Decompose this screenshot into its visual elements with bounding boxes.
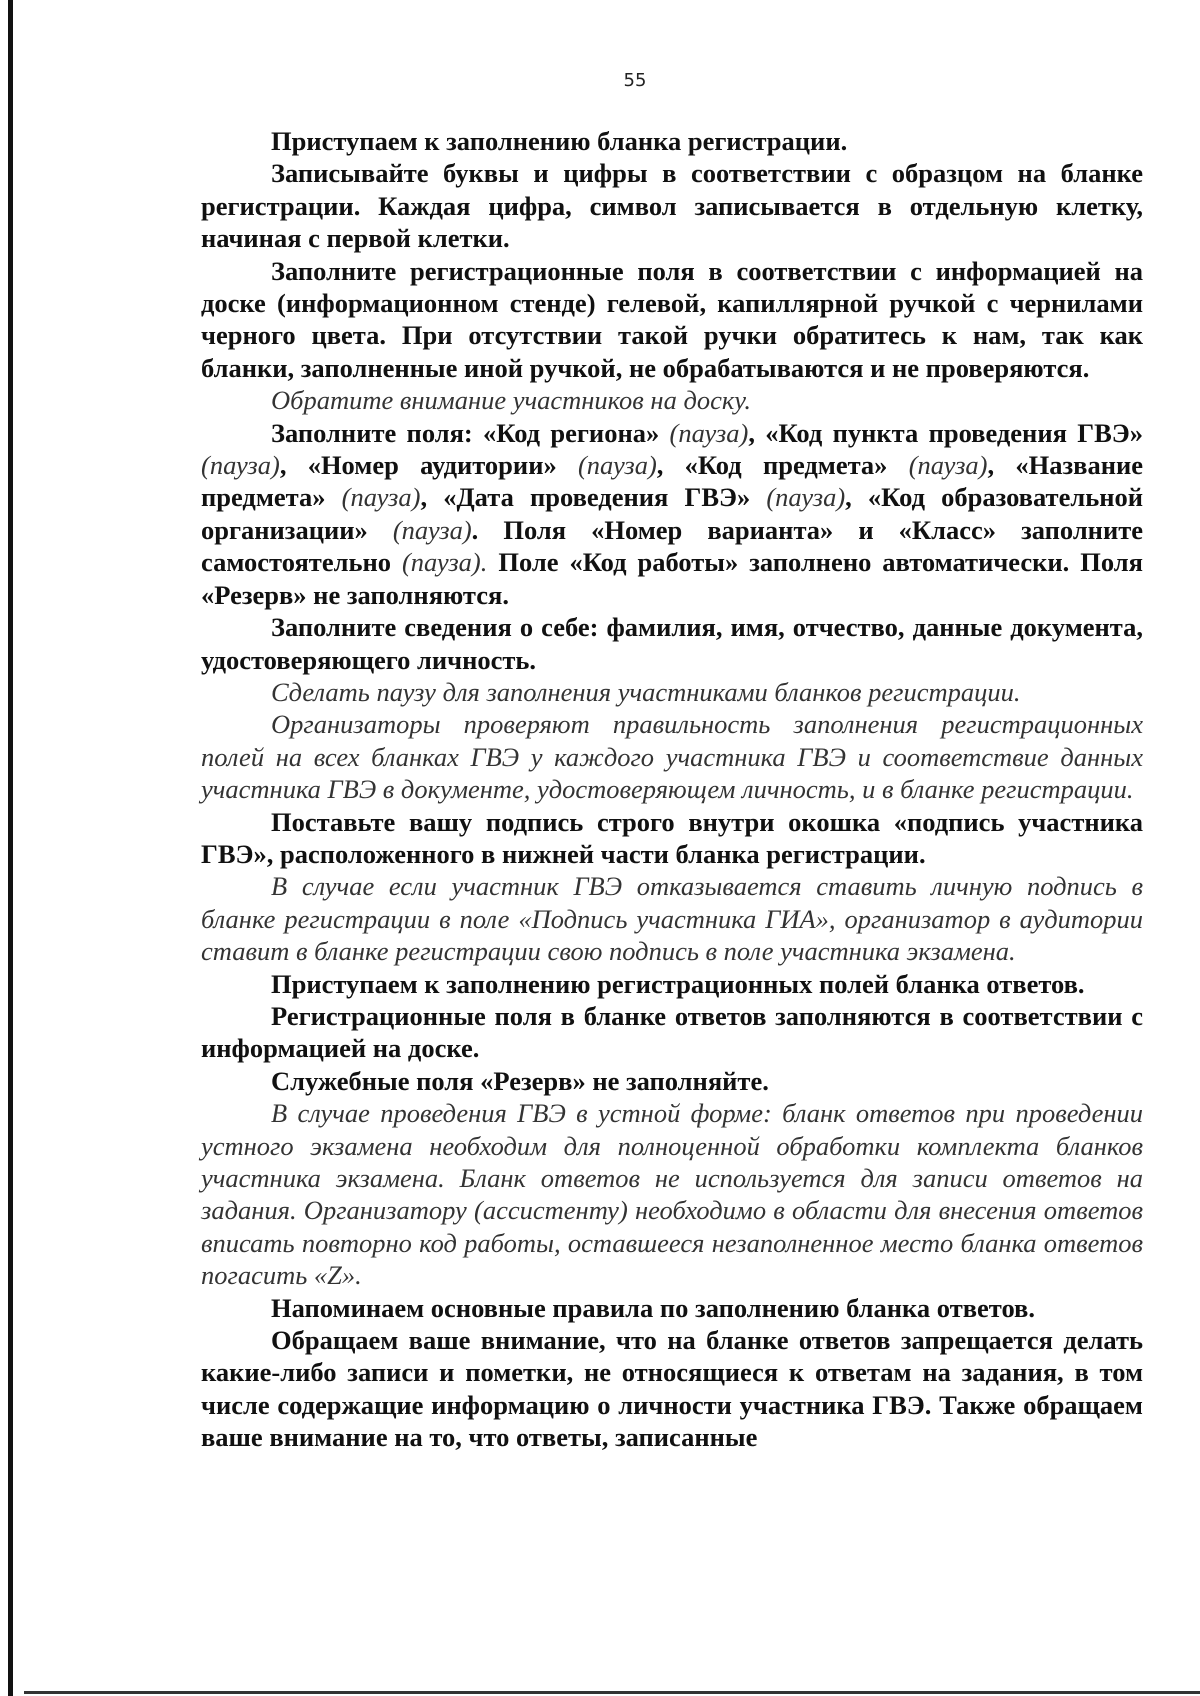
italic-text-run: (пауза): [908, 450, 988, 481]
page-number: 55: [623, 70, 647, 91]
italic-text-run: (пауза): [669, 417, 749, 448]
bold-text-run: Поставьте вашу подпись строго внутри окошка «подпись участника ГВЭ», расположенного в нижней части бланка регистрации.: [201, 806, 1143, 869]
paragraph: [201, 125, 1143, 157]
bold-text-run: , «Название предмета»: [201, 450, 1144, 513]
scan-left-edge: [8, 0, 13, 1696]
italic-text-run: В случае если участник ГВЭ отказывается ставить личную подпись в бланке регистрации в поле «Подпись участника ГИА», организатор в аудитории ставит в бланке регистрации свою подпись в поле участника экзамена.: [201, 871, 1143, 967]
bold-text-run: , «Номер аудитории»: [279, 450, 578, 481]
scan-bottom-edge: [24, 1691, 1200, 1694]
paragraph: [201, 1324, 1143, 1454]
italic-text-run: (пауза): [341, 482, 421, 513]
bold-text-run: Заполните поля: «Код региона»: [271, 417, 670, 448]
italic-text-run: (пауза).: [401, 547, 488, 578]
italic-text-run: (пауза): [392, 514, 472, 545]
bold-text-run: , «Код предмета»: [656, 450, 909, 481]
paragraph: [201, 708, 1143, 805]
bold-text-run: Приступаем к заполнению регистрационных полей бланка ответов.: [271, 968, 1085, 999]
paragraph: [201, 1292, 1143, 1324]
bold-text-run: Служебные поля «Резерв» не заполняйте.: [271, 1065, 769, 1096]
paragraph: [201, 255, 1143, 385]
body-text: [201, 125, 1143, 1454]
paragraph: [201, 1065, 1143, 1097]
bold-text-run: Поле «Код работы» заполнено автоматически. Поля «Резерв» не заполняются.: [201, 547, 1143, 610]
bold-text-run: Приступаем к заполнению бланка регистрации.: [271, 126, 848, 156]
paragraph: [201, 1000, 1143, 1065]
italic-text-run: Сделать паузу для заполнения участниками бланков регистрации.: [271, 676, 1021, 707]
bold-text-run: Напоминаем основные правила по заполнению бланка ответов.: [271, 1292, 1035, 1323]
paragraph: [201, 417, 1143, 611]
paragraph: [201, 157, 1143, 254]
paragraph: [201, 384, 1143, 416]
italic-text-run: (пауза): [577, 450, 657, 481]
paragraph: [201, 806, 1143, 871]
bold-text-run: Обращаем ваше внимание, что на бланке ответов запрещается делать какие-либо записи и пометки, не относящиеся к ответам на задания, в том числе содержащие информацию о личности участника ГВЭ. Также обращаем ваше внимание на то, что ответы, записанные: [201, 1325, 1143, 1453]
italic-text-run: (пауза): [201, 450, 280, 481]
bold-text-run: Регистрационные поля в бланке ответов заполняются в соответствии с информацией на доске.: [201, 1000, 1143, 1064]
italic-text-run: Организаторы проверяют правильность заполнения регистрационных полей на всех бланках ГВЭ у каждого участника ГВЭ и соответствие данных участника ГВЭ в документе, удостоверяющем личность, и в бланке регистрации.: [201, 709, 1143, 805]
paragraph: [201, 1097, 1143, 1291]
paragraph: [201, 611, 1143, 676]
bold-text-run: , «Код образовательной организации»: [201, 482, 1143, 545]
paragraph: [201, 676, 1143, 708]
bold-text-run: , «Дата проведения ГВЭ»: [420, 482, 767, 513]
italic-text-run: В случае проведения ГВЭ в устной форме: бланк ответов при проведении устного экзамена необходим для полноценной обработки комплекта бланков участника экзамена. Бланк ответов не используется для записи ответов на задания. Организатору (ассистенту) необходимо в области для внесения ответов вписать повторно код работы, оставшееся незаполненное место бланка ответов погасить «Z».: [201, 1098, 1143, 1291]
italic-text-run: Обратите внимание участников на доску.: [271, 385, 751, 416]
paragraph: [201, 968, 1143, 1000]
bold-text-run: Заполните сведения о себе: фамилия, имя, отчество, данные документа, удостоверяющего личность.: [201, 612, 1143, 675]
italic-text-run: (пауза): [766, 482, 846, 513]
paragraph: [201, 870, 1143, 967]
bold-text-run: Заполните регистрационные поля в соответствии с информацией на доске (информационном стенде) гелевой, капиллярной ручкой с чернилами черного цвета. При отсутствии такой ручки обратитесь к нам, так как бланки, заполненные иной ручкой, не обрабатываются и не проверяются.: [201, 255, 1143, 383]
bold-text-run: Записывайте буквы и цифры в соответствии с образцом на бланке регистрации. Каждая цифра, символ записывается в отдельную клетку, начиная с первой клетки.: [201, 158, 1143, 254]
bold-text-run: . Поля «Номер варианта» и «Класс» заполните самостоятельно: [201, 514, 1143, 578]
bold-text-run: , «Код пункта проведения ГВЭ»: [748, 417, 1143, 448]
